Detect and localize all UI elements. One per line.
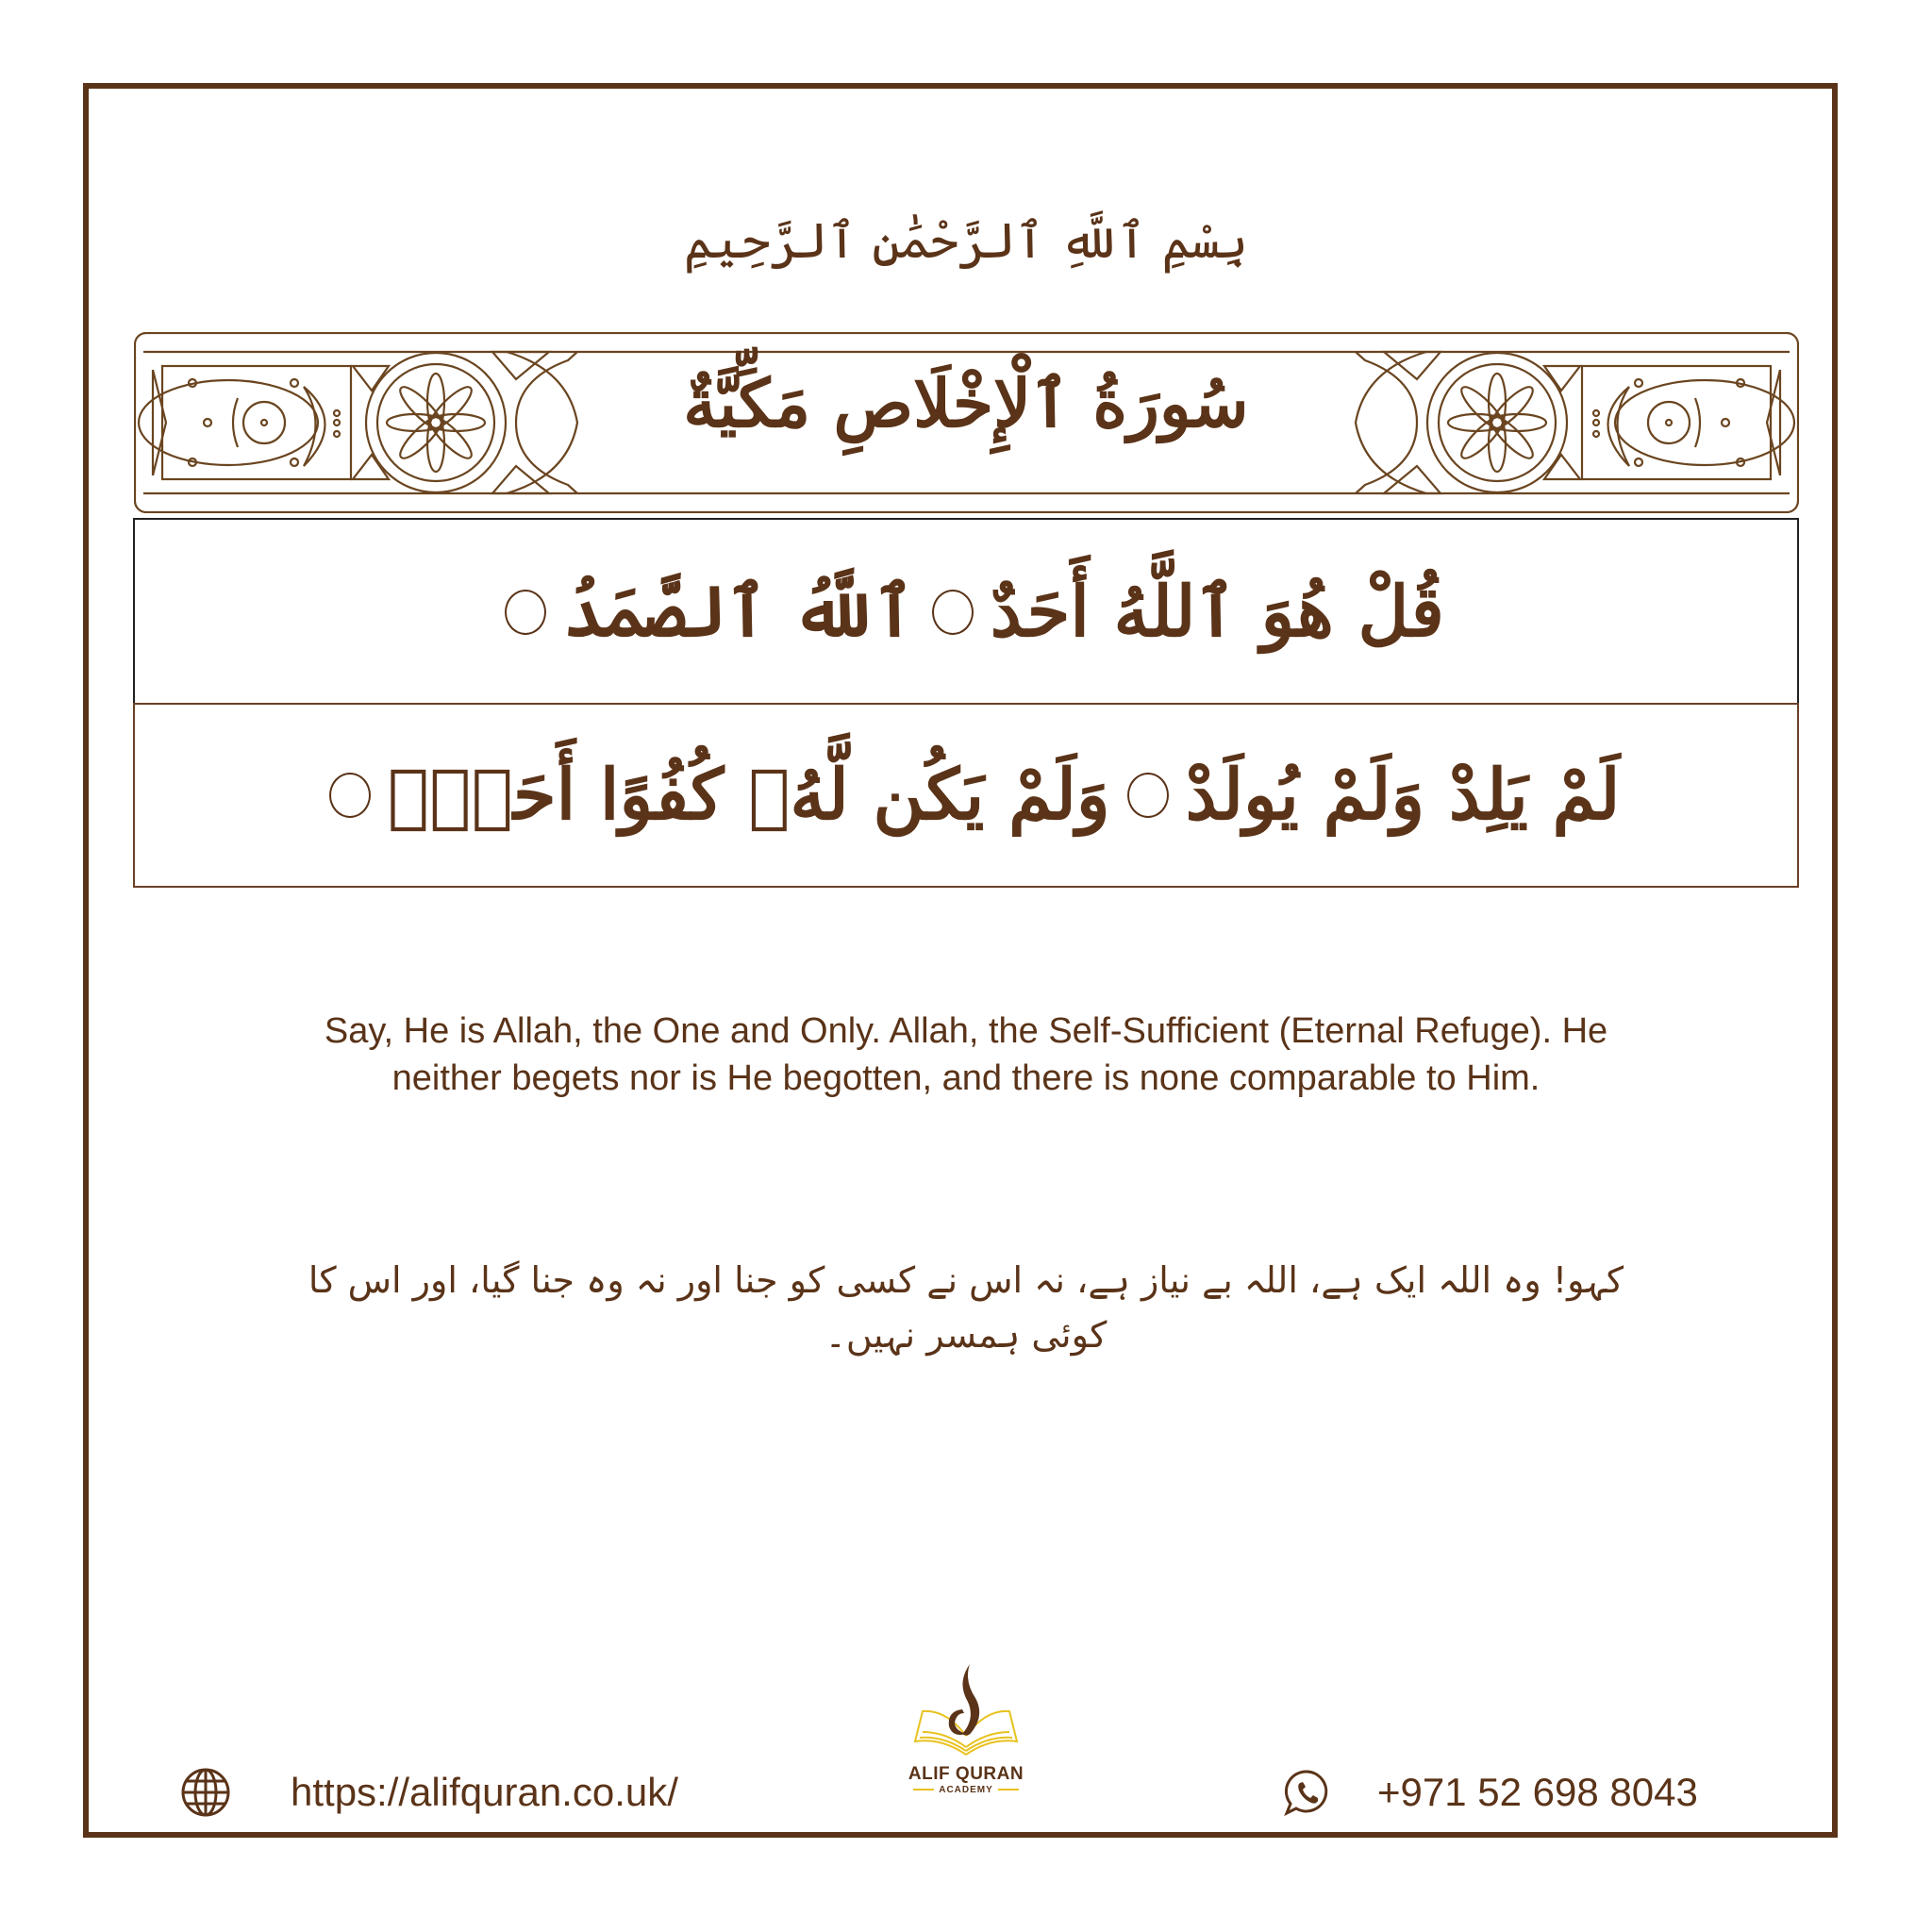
logo-subtitle: ACADEMY xyxy=(894,1785,1038,1795)
phone-contact xyxy=(1281,1766,1698,1819)
verse-text: قُلْ هُوَ ٱللَّهُ أَحَدٌ xyxy=(990,571,1444,653)
english-translation: Say, He is Allah, the One and Only. Allah, the Self-Sufficient (Eternal Refuge). He neither begets nor is He begotten, and there is none comparable to Him. xyxy=(324,1011,1608,1098)
globe-icon xyxy=(179,1766,232,1819)
academy-logo xyxy=(894,1662,1038,1804)
verse-text: ٱللَّهُ ٱلصَّمَدُ xyxy=(563,571,915,653)
verse-row-1 xyxy=(133,518,1799,704)
ayah-end-marker-icon xyxy=(932,590,974,635)
phone-number[interactable]: +971 52 698 8043 xyxy=(1377,1770,1698,1814)
bismillah-calligraphy: بِسْمِ ٱللَّهِ ٱلرَّحْمَٰنِ ٱلرَّحِيمِ xyxy=(683,213,1249,270)
open-book-alif-icon xyxy=(894,1662,1038,1764)
verse-text: لَمْ يَلِدْ وَلَمْ يُولَدْ xyxy=(1185,755,1621,836)
surah-title: سُورَةُ ٱلْإِخْلَاصِ مَكِّيَّةٌ xyxy=(683,364,1249,442)
logo-name: ALIF QURAN xyxy=(908,1764,1024,1784)
website-contact xyxy=(179,1766,678,1819)
urdu-translation: کہو! وہ اللہ ایک ہے، اللہ بے نیاز ہے، نہ اس نے کسی کو جنا اور نہ وہ جنا گیا، اور اس کا کوئی ہمسر نہیں۔ xyxy=(308,1259,1624,1356)
verse-text: وَلَمْ يَكُن لَّهُۥ كُفُوًا أَحَدٌۢ xyxy=(387,755,1110,836)
ayah-end-marker-icon xyxy=(1127,773,1169,818)
website-link[interactable]: https://alifquran.co.uk/ xyxy=(291,1770,678,1814)
whatsapp-icon xyxy=(1281,1766,1334,1819)
verse-row-2 xyxy=(133,703,1799,888)
ayah-end-marker-icon xyxy=(505,590,546,635)
ayah-end-marker-icon xyxy=(329,773,371,818)
